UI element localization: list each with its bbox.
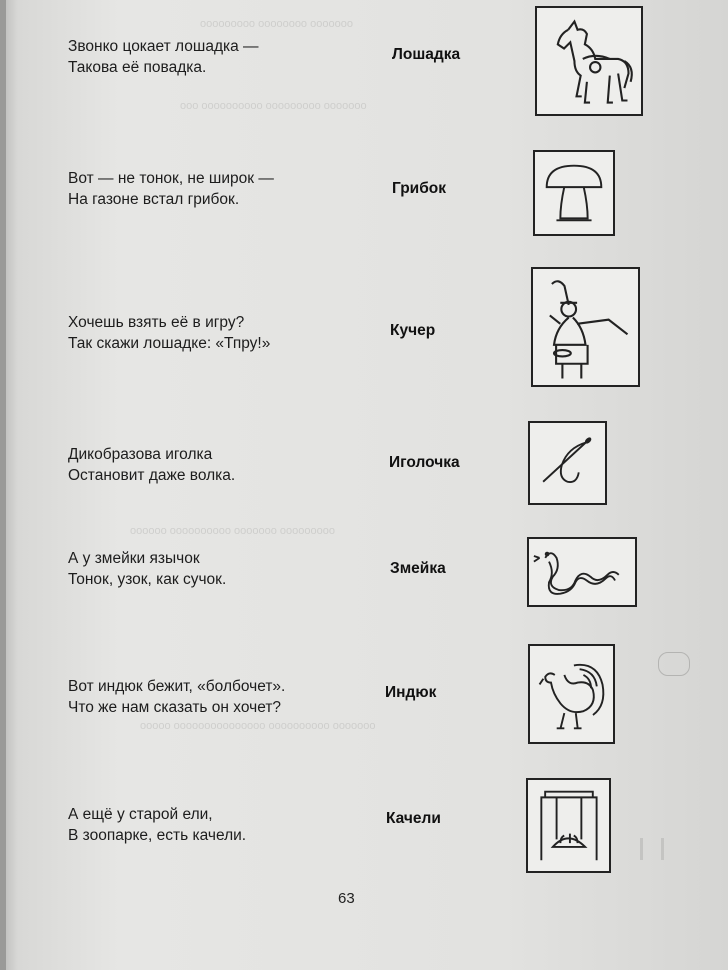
verse [68, 312, 270, 354]
verse-line: Вот — не тонок, не широк — [68, 170, 274, 187]
coachman-icon [531, 267, 640, 387]
verse [68, 444, 235, 486]
verse-line: Тонок, узок, как сучок. [68, 571, 227, 588]
bleed-through-stamp [658, 652, 690, 676]
page-number: 63 [338, 890, 355, 907]
snake-icon [527, 537, 637, 607]
verse [68, 548, 226, 590]
verse-line: Такова её повадка. [68, 59, 207, 76]
target-word: Змейка [390, 560, 446, 577]
target-word: Качели [386, 810, 441, 827]
verse-line: Звонко цокает лошадка — [68, 38, 259, 55]
target-word: Лошадка [392, 46, 461, 63]
verse-line: А у змейки язычок [68, 550, 200, 567]
bleed-through: ооооооо оооооооооо ооооооооооооооо ооооо [140, 720, 376, 732]
verse-line: Что же нам сказать он хочет? [68, 699, 282, 716]
bleed-through: ооооооо ооооооооо оооооооооо ооо [180, 100, 367, 112]
target-word: Кучер [390, 322, 436, 339]
verse-line: В зоопарке, есть качели. [68, 827, 247, 844]
mushroom-icon [533, 150, 615, 236]
verse [68, 168, 274, 210]
target-word: Индюк [385, 684, 437, 701]
page-edge [0, 0, 6, 970]
verse-line: Хочешь взять её в игру? [68, 314, 245, 331]
turkey-icon [528, 644, 615, 744]
target-word: Грибок [392, 180, 446, 197]
needle-icon [528, 421, 607, 505]
verse [68, 804, 246, 846]
bleed-through-mark [640, 838, 664, 860]
verse-line: Вот индюк бежит, «болбочет». [68, 678, 286, 695]
bleed-through: ооооооо оооооооо ооооооооо [200, 18, 353, 30]
swing-icon [526, 778, 611, 873]
verse-line: На газоне встал грибок. [68, 191, 240, 208]
verse-line: Так скажи лошадке: «Тпру!» [68, 335, 271, 352]
verse [68, 676, 285, 718]
verse-line: Остановит даже волка. [68, 467, 236, 484]
verse-line: А ещё у старой ели, [68, 806, 213, 823]
target-word: Иголочка [389, 454, 460, 471]
verse-line: Дикобразова иголка [68, 446, 213, 463]
horse-icon [535, 6, 643, 116]
bleed-through: ооооооооо ооооооо оооооооооо оооооо [130, 525, 335, 537]
verse [68, 36, 259, 78]
